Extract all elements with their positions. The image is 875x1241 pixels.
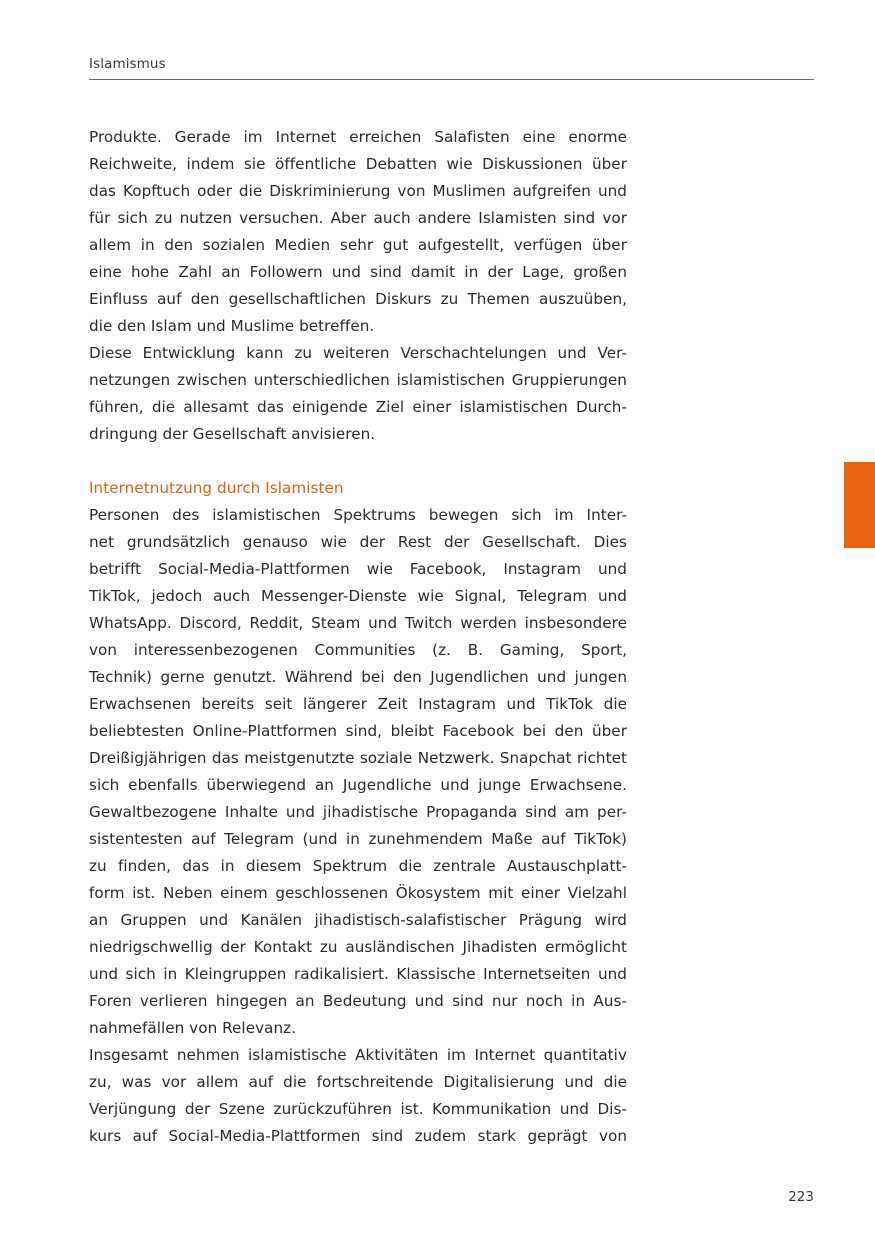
text-line: das Kopftuch oder die Diskriminierung von Muslimen aufgreifen und — [89, 182, 627, 200]
text-line: für sich zu nutzen versuchen. Aber auch andere Islamisten sind vor — [89, 209, 627, 227]
text-line: sich ebenfalls überwiegend an Jugendliche und junge Erwachsene. — [89, 776, 627, 794]
text-line: TikTok, jedoch auch Messenger-Dienste wie Signal, Telegram und — [89, 587, 627, 605]
text-line: netzungen zwischen unterschiedlichen islamistischen Gruppierungen — [89, 371, 627, 389]
text-line: Verjüngung der Szene zurückzuführen ist. Kommunikation und Dis- — [89, 1100, 627, 1118]
text-line: Insgesamt nehmen islamistische Aktivitäten im Internet quantitativ — [89, 1046, 627, 1064]
text-line: Produkte. Gerade im Internet erreichen Salafisten eine enorme — [89, 128, 627, 146]
text-line: Reichweite, indem sie öffentliche Debatten wie Diskussionen über — [89, 155, 627, 173]
paragraph-internet-usage — [89, 502, 627, 1042]
text-line: beliebtesten Online-Plattformen sind, bleibt Facebook bei den über — [89, 722, 627, 740]
text-line: allem in den sozialen Medien sehr gut aufgestellt, verfügen über — [89, 236, 627, 254]
text-line: Personen des islamistischen Spektrums bewegen sich im Inter- — [89, 506, 627, 524]
paragraph-development — [89, 340, 627, 448]
paragraph-overall — [89, 1042, 627, 1150]
text-line: Erwachsenen bereits seit längerer Zeit Instagram und TikTok die — [89, 695, 627, 713]
text-line: Dreißigjährigen das meistgenutzte soziale Netzwerk. Snapchat richtet — [89, 749, 627, 767]
text-line: form ist. Neben einem geschlossenen Ökosystem mit einer Vielzahl — [89, 884, 627, 902]
text-line: Gewaltbezogene Inhalte und jihadistische Propaganda sind am per- — [89, 803, 627, 821]
text-line: von interessenbezogenen Communities (z. B. Gaming, Sport, — [89, 641, 627, 659]
text-line: zu, was vor allem auf die fortschreitende Digitalisierung und die — [89, 1073, 627, 1091]
text-line: Technik) gerne genutzt. Während bei den Jugendlichen und jungen — [89, 668, 627, 686]
header-divider — [89, 79, 814, 80]
text-line: an Gruppen und Kanälen jihadistisch-salafistischer Prägung wird — [89, 911, 627, 929]
page-number: 223 — [788, 1189, 814, 1205]
chapter-tab-marker — [844, 462, 875, 548]
running-header: Islamismus — [89, 56, 166, 72]
text-line: führen, die allesamt das einigende Ziel einer islamistischen Durch- — [89, 398, 627, 416]
paragraph-intro — [89, 124, 627, 340]
text-line: Diese Entwicklung kann zu weiteren Verschachtelungen und Ver- — [89, 344, 627, 362]
text-line: Foren verlieren hingegen an Bedeutung und sind nur noch in Aus- — [89, 992, 627, 1010]
text-line: Einfluss auf den gesellschaftlichen Diskurs zu Themen auszuüben, — [89, 290, 627, 308]
section-heading: Internetnutzung durch Islamisten — [89, 479, 344, 497]
text-line: betrifft Social-Media-Plattformen wie Facebook, Instagram und — [89, 560, 627, 578]
text-line: nahmefällen von Relevanz. — [89, 1019, 297, 1037]
text-line: net grundsätzlich genauso wie der Rest der Gesellschaft. Dies — [89, 533, 627, 551]
text-line: kurs auf Social-Media-Plattformen sind zudem stark geprägt von — [89, 1127, 627, 1145]
text-line: zu finden, das in diesem Spektrum die zentrale Austauschplatt- — [89, 857, 627, 875]
body-text — [89, 124, 627, 1150]
text-line: sistentesten auf Telegram (und in zunehmendem Maße auf TikTok) — [89, 830, 627, 848]
text-line: WhatsApp. Discord, Reddit, Steam und Twitch werden insbesondere — [89, 614, 627, 632]
text-line: die den Islam und Muslime betreffen. — [89, 317, 375, 335]
text-line: niedrigschwellig der Kontakt zu ausländischen Jihadisten ermöglicht — [89, 938, 627, 956]
text-line: eine hohe Zahl an Followern und sind damit in der Lage, großen — [89, 263, 627, 281]
text-line: und sich in Kleingruppen radikalisiert. Klassische Internetseiten und — [89, 965, 627, 983]
text-line: dringung der Gesellschaft anvisieren. — [89, 425, 376, 443]
